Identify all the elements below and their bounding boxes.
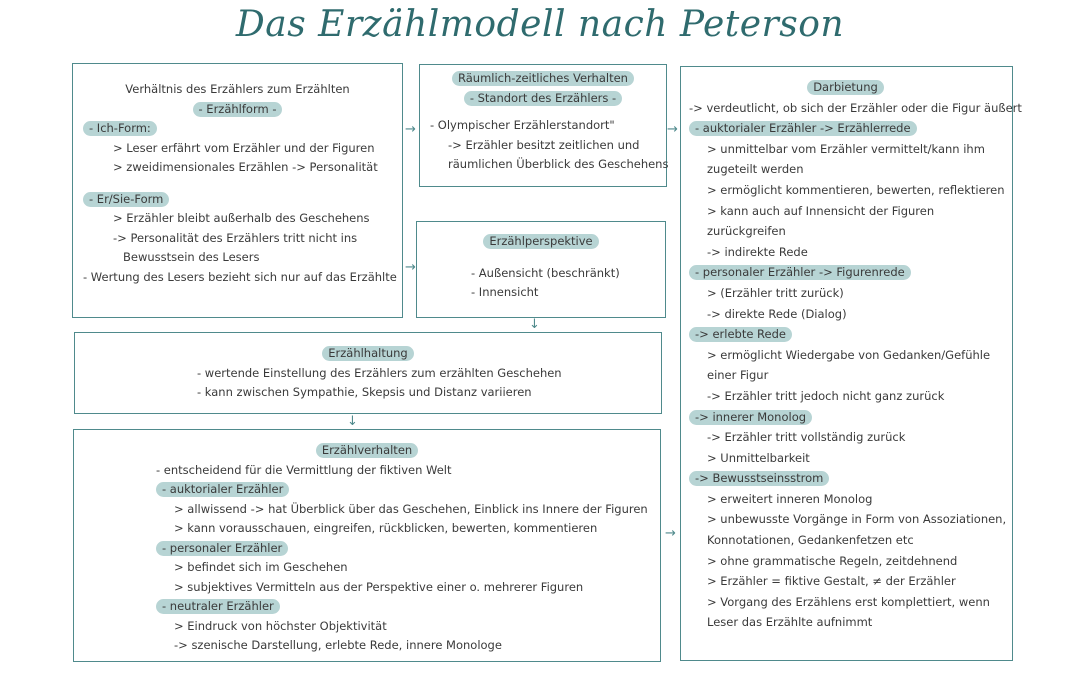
box-darbietung xyxy=(680,66,1022,661)
text-line: -> Erzähler tritt jedoch nicht ganz zurück xyxy=(707,388,945,403)
text-line: > (Erzähler tritt zurück) xyxy=(707,285,844,300)
text-line: - Olympischer Erzählerstandort" xyxy=(430,118,615,132)
label-erzaehlerrede: - auktorialer Erzähler -> Erzählerrede xyxy=(689,121,917,136)
label-er-sie-form: - Er/Sie-Form xyxy=(83,192,169,207)
text-line: -> direkte Rede (Dialog) xyxy=(707,306,847,321)
heading-standort: - Standort des Erzählers - xyxy=(464,91,622,106)
text-line: > befindet sich im Geschehen xyxy=(174,560,348,574)
text-line: -> Erzähler besitzt zeitlichen und xyxy=(448,137,640,152)
label-figurenrede: - personaler Erzähler -> Figurenrede xyxy=(689,265,911,280)
text-line: - wertende Einstellung des Erzählers zum erzählten Geschehen xyxy=(197,365,562,380)
label-neutral: - neutraler Erzähler xyxy=(156,599,280,614)
box-standort xyxy=(419,64,667,187)
text-line: -> verdeutlicht, ob sich der Erzähler oder die Figur äußert xyxy=(689,100,1022,115)
text-line: > Erzähler bleibt außerhalb des Geschehens xyxy=(113,211,370,225)
box-erzaehlverhalten xyxy=(73,429,661,662)
text-line: zurückgreifen xyxy=(707,224,786,239)
text-line: - entscheidend für die Vermittlung der fiktiven Welt xyxy=(156,462,452,477)
arrow-right-icon: → xyxy=(405,260,416,275)
text-line: Leser das Erzählte aufnimmt xyxy=(707,615,873,630)
box-erzaehlhaltung xyxy=(74,332,662,414)
heading-verhalten: Erzählverhalten xyxy=(316,443,418,458)
text-line: Konnotationen, Gedankenfetzen etc xyxy=(707,533,914,548)
text-line: > unbewusste Vorgänge in Form von Assoziationen, xyxy=(707,512,1007,527)
text-line: -> szenische Darstellung, erlebte Rede, innere Monologe xyxy=(174,638,502,652)
text-line: > erweitert inneren Monolog xyxy=(707,491,873,506)
text-line: - Außensicht (beschränkt) xyxy=(471,265,620,280)
heading-raeumlich: Räumlich-zeitliches Verhalten xyxy=(452,71,634,86)
heading-darbietung: Darbietung xyxy=(807,80,884,95)
text-line: -> Erzähler tritt vollständig zurück xyxy=(707,430,906,445)
text-line: > Vorgang des Erzählens erst komplettiert, wenn xyxy=(707,594,990,609)
heading-perspektive: Erzählperspektive xyxy=(483,234,598,249)
text-line: > allwissend -> hat Überblick über das Geschehen, Einblick ins Innere der Figuren xyxy=(174,501,648,516)
text-line: räumlichen Überblick des Geschehens xyxy=(448,157,669,171)
text-line: > Unmittelbarkeit xyxy=(707,450,810,465)
arrow-right-icon: → xyxy=(665,526,676,541)
arrow-down-icon: ↓ xyxy=(529,317,540,332)
text-line: > kann vorausschauen, eingreifen, rückblicken, bewerten, kommentieren xyxy=(174,521,598,535)
label-auktorial: - auktorialer Erzähler xyxy=(156,482,289,497)
text-line: > Erzähler = fiktive Gestalt, ≠ der Erzähler xyxy=(707,574,956,589)
label-erlebte-rede: -> erlebte Rede xyxy=(689,327,792,342)
label-ich-form: - Ich-Form: xyxy=(83,121,157,136)
text-line: > zweidimensionales Erzählen -> Personalität xyxy=(113,160,378,174)
arrow-down-icon: ↓ xyxy=(347,414,358,429)
label-personal: - personaler Erzähler xyxy=(156,541,288,556)
arrow-right-icon: → xyxy=(667,122,678,137)
text-line: - Wertung des Lesers bezieht sich nur auf das Erzählte xyxy=(83,269,397,284)
text-line: > ohne grammatische Regeln, zeitdehnend xyxy=(707,553,958,568)
text-line: zugeteilt werden xyxy=(707,162,804,177)
text-line: > unmittelbar vom Erzähler vermittelt/kann ihm xyxy=(707,141,985,156)
text-line: - Innensicht xyxy=(471,285,539,299)
text-line: > kann auch auf Innensicht der Figuren xyxy=(707,203,935,218)
text-line: > ermöglicht kommentieren, bewerten, reflektieren xyxy=(707,182,1005,197)
text-line: > Leser erfährt vom Erzähler und der Figuren xyxy=(113,140,375,155)
text-line: Bewusstsein des Lesers xyxy=(123,250,260,264)
text-line: einer Figur xyxy=(707,368,769,383)
heading-erzaehlform: - Erzählform - xyxy=(193,102,283,117)
text-line: > subjektives Vermitteln aus der Perspektive einer o. mehrerer Figuren xyxy=(174,579,584,594)
label-bewusstseinsstrom: -> Bewusstseinsstrom xyxy=(689,471,829,486)
page-title: Das Erzählmodell nach Peterson xyxy=(235,4,845,45)
heading-verhaeltnis: Verhältnis des Erzählers zum Erzählten xyxy=(125,82,350,96)
text-line: - kann zwischen Sympathie, Skepsis und Distanz variieren xyxy=(197,385,532,399)
heading-haltung: Erzählhaltung xyxy=(322,346,413,361)
text-line: -> indirekte Rede xyxy=(707,244,808,259)
label-innerer-monolog: -> innerer Monolog xyxy=(689,410,812,425)
box-perspektive xyxy=(416,221,666,318)
text-line: > ermöglicht Wiedergabe von Gedanken/Gefühle xyxy=(707,347,991,362)
text-line: > Eindruck von höchster Objektivität xyxy=(174,618,387,633)
text-line: -> Personalität des Erzählers tritt nicht ins xyxy=(113,230,358,245)
arrow-right-icon: → xyxy=(405,122,416,137)
box-erzaehlform xyxy=(72,63,403,318)
